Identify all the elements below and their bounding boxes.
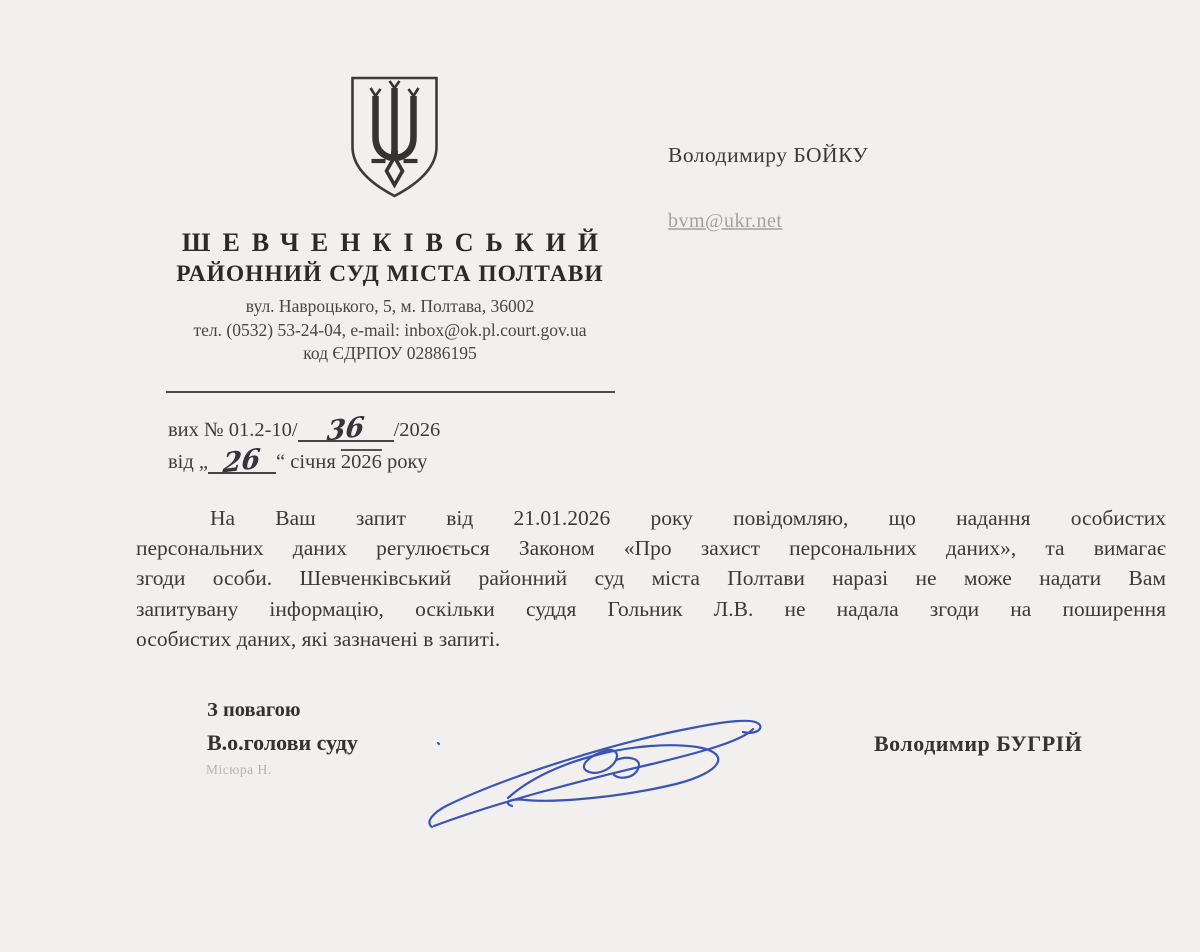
outgoing-number-prefix: вих № 01.2-10/: [168, 419, 298, 441]
date-tail: року: [387, 451, 428, 473]
court-contacts: тел. (0532) 53-24-04, e-mail: inbox@ok.pl.court.gov.ua: [193, 319, 587, 340]
recipient-email: bvm@ukr.net: [668, 210, 783, 232]
date-day-handwritten: 26: [221, 443, 262, 480]
letter-date-line: [168, 443, 428, 480]
recipient-name: Володимиру БОЙКУ: [668, 143, 869, 167]
date-year: 2026: [340, 451, 382, 473]
body-line: персональних даних регулюється Законом «Про захист персональних даних», та вимагає: [136, 536, 1166, 561]
body-line: запитувану інформацію, оскільки суддя Гольник Л.В. не надала згоди на поширення: [136, 596, 1166, 621]
body-line: згоди особи. Шевченківський районний суд міста Полтави наразі не може надати Вам: [136, 566, 1166, 591]
outgoing-number-handwritten: 36: [325, 411, 366, 448]
court-edrpou-code: код ЄДРПОУ 02886195: [303, 343, 477, 363]
ukraine-trident-emblem-icon: [344, 75, 445, 204]
outgoing-number-suffix: /2026: [393, 419, 441, 441]
court-address: вул. Навроцького, 5, м. Полтава, 36002: [245, 296, 535, 316]
date-prefix: від „: [168, 451, 209, 473]
body-line: На Ваш запит від 21.01.2026 року повідомляю, що надання особистих: [210, 506, 1166, 530]
letterhead-divider-line: [166, 391, 615, 393]
signer-name: Володимир БУГРІЙ: [874, 731, 1083, 756]
signer-position: В.о.голови суду: [207, 730, 358, 755]
letterhead: [70, 228, 710, 366]
body-line: особистих даних, які зазначені в запиті.: [136, 626, 501, 651]
outgoing-number-line: [168, 411, 441, 448]
outgoing-number-blank: [298, 411, 394, 448]
letter-body: [136, 503, 1166, 654]
handwritten-signature-icon: [412, 693, 784, 843]
date-mid: “ січня: [276, 451, 336, 473]
salutation: З повагою: [207, 699, 301, 721]
executor-note: Місюра Н.: [206, 762, 272, 777]
court-name-line2: РАЙОННИЙ СУД МІСТА ПОЛТАВИ: [176, 261, 604, 287]
court-name-line1: ШЕВЧЕНКІВСЬКИЙ: [181, 228, 611, 257]
date-day-blank: [208, 443, 276, 480]
